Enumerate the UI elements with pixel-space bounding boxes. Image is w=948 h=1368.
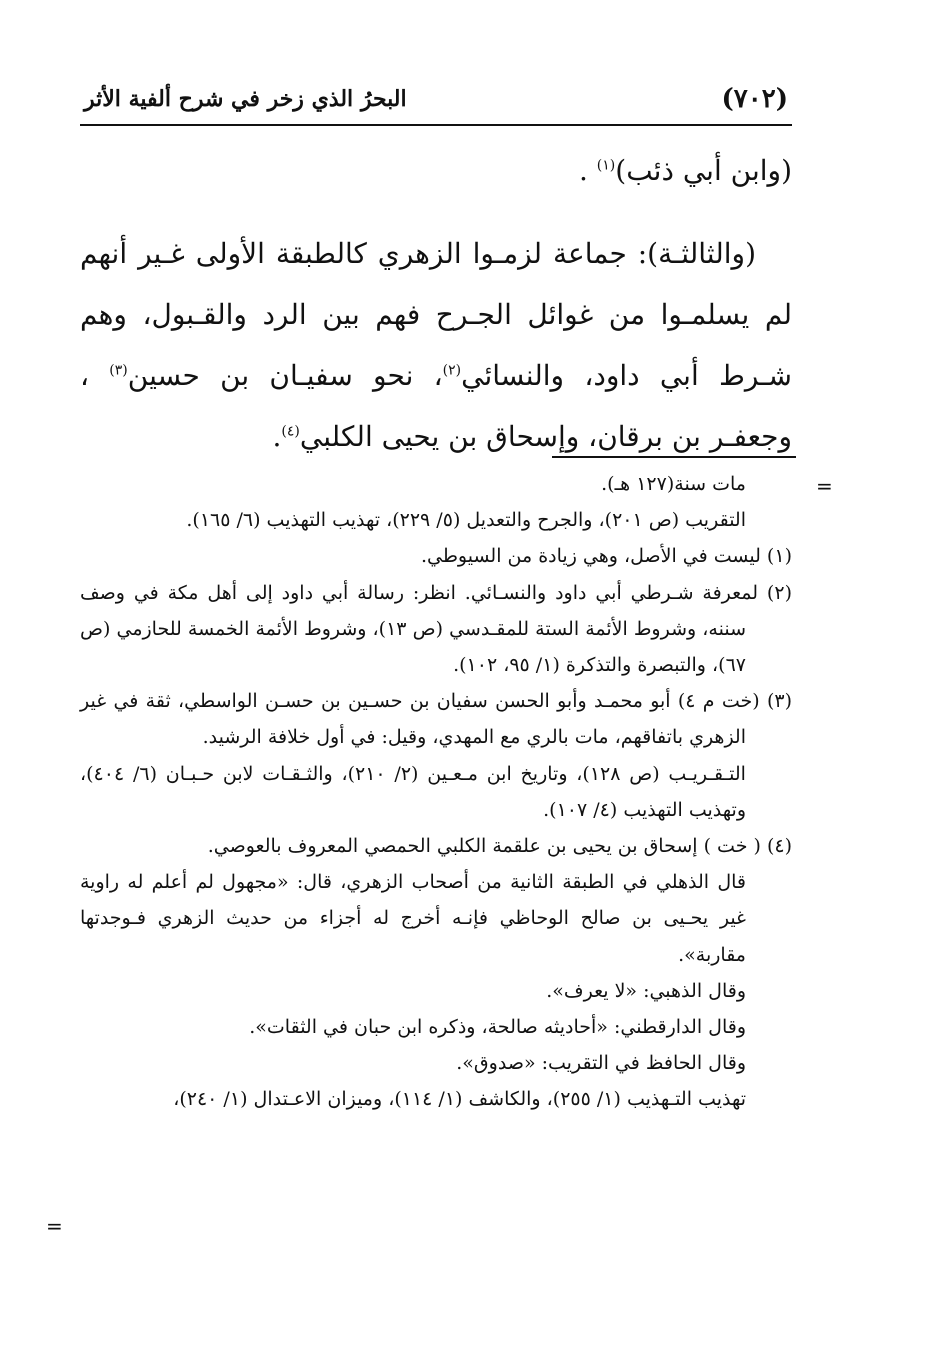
main-text (80, 140, 792, 467)
footnote-4-daraqutni: وقال الدارقطني: «أحاديثه صالحة، وذكره ابن حبان في الثقات». (249, 1016, 746, 1039)
footnote-4: (٤) ( خت ) إسحاق بن يحيى بن علقمة الكلبي الحمصي المعروف بالعوصي. (207, 835, 792, 858)
footnote-4-refs: تهذيب التـهذيب (١/ ٢٥٥)، والكاشف (١/ ١١٤)، وميزان الاعـتدال (١/ ٢٤٠)، (173, 1088, 746, 1111)
main-paragraph-2: (والثالثـة): جماعة لزمـوا الزهري كالطبقة الأولى غـير أنهم لم يسلمـوا من غوائل الجـرح فهم بين الرد والقـبول، وهم شـرط أبي داود، والنسائي$^{(٢)}$، نحو سفيـان بن حسين$^{(٣)}$ ، وجعفـر بن برقان، وإسحاق بن يحيى الكلبي$^{(٤)}$. (80, 237, 793, 453)
header-rule (80, 124, 792, 126)
footnotes (80, 466, 792, 1118)
footnote-ref-3: (٣) (109, 362, 128, 379)
footnote-ref-2: (٢) (442, 362, 462, 379)
footnote-1: (١) ليست في الأصل، وهي زيادة من السيوطي. (420, 545, 792, 568)
page-header (80, 80, 792, 120)
page-number: (٧٠٢) (721, 84, 788, 114)
footnote-4-dhuhli: قال الذهلي في الطبقة الثانية من أصحاب الزهري، قال: «مجهول لم أعلم له راوية غير يحـيى بن صالح الوحاظي فإنـه أخرج له أجزاء من حديث الزهري فـوجدتها مقاربة». (80, 871, 746, 966)
main-line-1: (وابن أبي ذئب)$^{(١)}$ . (578, 154, 792, 187)
footnote-4-hafiz: وقال الحافظ في التقريب: «صدوق». (456, 1052, 746, 1075)
book-title: البحرُ الذي زخر في شرح ألفية الأثر (84, 86, 407, 112)
footnote-3-refs: التـقـريـب (ص ١٢٨)، وتاريخ ابن مـعـين (٢/ ٢١٠)، والثـقـات لابن حـبـان (٦/ ٤٠٤)، وتهذيب التهذيب (٤/ ١٠٧). (80, 762, 746, 821)
footnote-continuation-2: التقريب (ص ٢٠١)، والجرح والتعديل (٥/ ٢٢٩)، تهذيب التهذيب (٦/ ١٦٥). (186, 509, 746, 532)
footnote-ref-4: (٤) (281, 423, 300, 440)
footnote-separator (552, 456, 796, 458)
footnote-4-dhahabi: وقال الذهبي: «لا يعرف». (546, 979, 746, 1002)
footnote-ref-1: (١) (596, 157, 616, 174)
footnote-continuation-1: مات سنة(١٢٧ هـ). (601, 473, 746, 495)
footnote-3: (٣) (خت م ٤) أبو محمـد وأبو الحسن سفيان بن حسـين بن حسـن الواسطي، ثقة في غير الزهري باتفاقهم، مات بالري مع المهدي، وقيل: في أول خلافة الرشيد. (80, 690, 792, 749)
continuation-marker: = (816, 474, 833, 498)
footnote-2: (٢) لمعرفة شـرطي أبي داود والنسـائي. انظر: رسالة أبي داود إلى أهل مكة في وصف سننه، وشروط الأئمة الستة للمقـدسي (ص ١٣)، وشروط الأئمة الخمسة للحازمي (ص ٦٧)، والتبصرة والتذكرة (١/ ٩٥، ١٠٢). (80, 581, 792, 677)
end-continuation-marker: = (46, 1214, 63, 1238)
